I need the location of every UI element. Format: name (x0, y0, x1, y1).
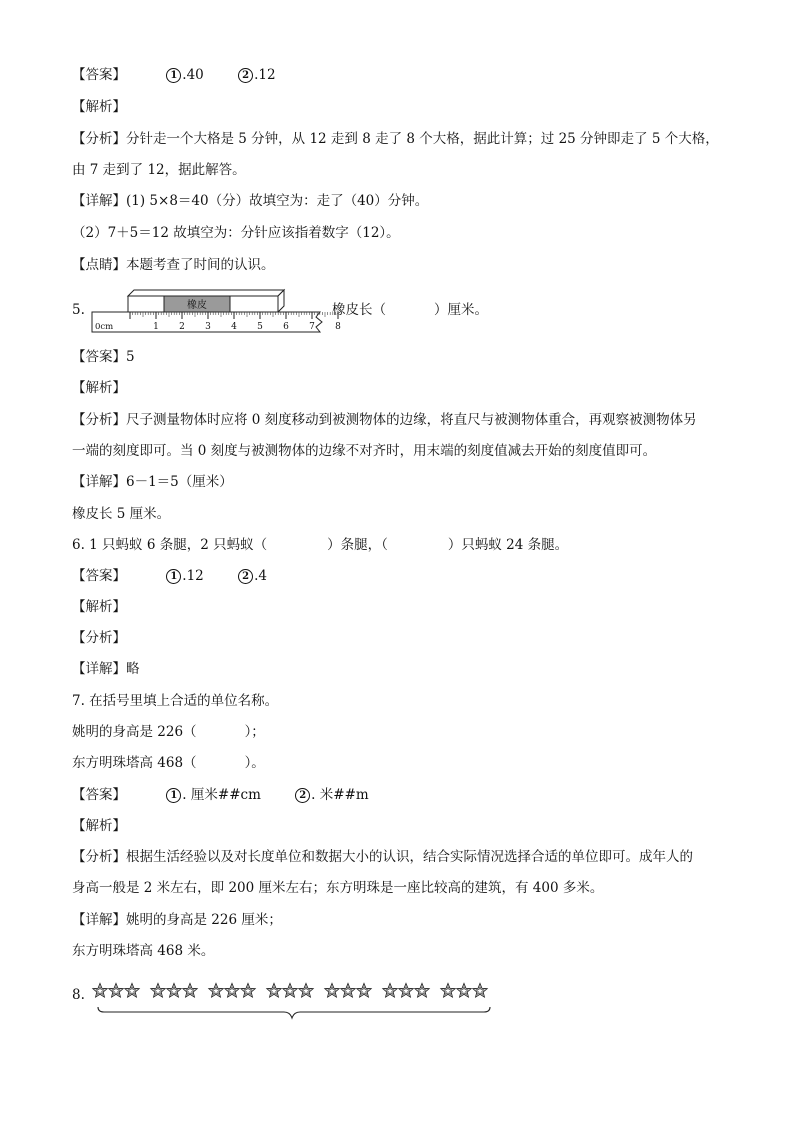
q4-jiexi-tag: 【解析】 (72, 99, 126, 115)
q6-xiangjie-line (72, 659, 140, 679)
star-groups-figure (88, 974, 498, 1024)
q7-answer-line (72, 785, 369, 805)
ruler-tick-label: 8 (335, 322, 341, 332)
answer-value: 5 (126, 349, 135, 365)
q4-fenxi-line1 (72, 129, 719, 149)
star-icon (241, 984, 255, 998)
answer-option-2 (238, 568, 267, 584)
q7-jiexi-tag: 【解析】 (72, 818, 126, 834)
q6-fenxi-tag: 【分析】 (72, 630, 126, 646)
star-icon (383, 984, 397, 998)
answer-option-1 (166, 67, 203, 83)
ruler-tick-label: 7 (309, 322, 315, 332)
xiangjie-text: (1) 5×8＝40（分）故填空为：走了（40）分钟。 (126, 193, 429, 209)
eraser-label: 橡皮 (187, 300, 207, 311)
eraser-front-right (230, 296, 278, 312)
star-icon (109, 984, 123, 998)
ruler-tick-label: 1 (153, 322, 159, 332)
fenxi-text: 根据生活经验以及对长度单位和数据大小的认识，结合实际情况选择合适的单位即可。成年人的 (126, 849, 693, 865)
q6-answer-line (72, 566, 267, 586)
q4-xiangjie-line2: （2）7＋5＝12 故填空为：分针应该指着数字（12）。 (72, 225, 400, 241)
q7-line1-b: ）； (244, 724, 265, 740)
answer-option-1 (166, 568, 203, 584)
q6-question (72, 535, 568, 555)
xiangjie-text: 6－1＝5（厘米） (126, 474, 233, 490)
q5-xiangjie-line1 (72, 472, 233, 492)
eraser-front-left (128, 296, 164, 312)
fenxi-text: 分针走一个大格是 5 分钟，从 12 走到 8 走了 8 个大格，据此计算；过 25 分钟即走了 5 个大格， (126, 131, 719, 147)
circled-number: 2 (238, 569, 253, 584)
answer-value: .40 (182, 67, 204, 83)
q4-xiangjie-line1 (72, 191, 428, 211)
q7-line1-a: 姚明的身高是 226（ (72, 724, 197, 740)
answer-option-1 (166, 787, 261, 803)
q6-jiexi-tag: 【解析】 (72, 599, 126, 615)
answer-option-2 (238, 67, 275, 83)
q7-xiangjie-line2: 东方明珠塔高 468 米。 (72, 943, 215, 959)
q5-question (332, 300, 488, 320)
star-icon (415, 984, 429, 998)
xiangjie-text: 略 (126, 661, 140, 677)
star-icon (283, 984, 297, 998)
q5-number: 5. (72, 302, 85, 318)
q7-line2 (72, 753, 265, 773)
q4-answer-line (72, 65, 276, 85)
q6-question-b: ）条腿，（ (327, 537, 388, 553)
ruler-tick-label: 3 (205, 322, 211, 332)
answer-tag: 【答案】 (72, 787, 126, 803)
stars-container (93, 984, 487, 998)
star-icon (457, 984, 471, 998)
ruler-tick-label: 6 (283, 322, 289, 332)
xiangjie-text: 姚明的身高是 226 厘米； (126, 912, 282, 928)
xiangjie-tag: 【详解】 (72, 912, 126, 928)
star-icon (167, 984, 181, 998)
xiangjie-tag: 【详解】 (72, 661, 126, 677)
q7-line1 (72, 722, 265, 742)
q5-fenxi-line2: 一端的刻度即可。当 0 刻度与被测物体的边缘不对齐时，用末端的刻度值减去开始的刻度值即可。 (72, 443, 657, 459)
q7-line2-a: 东方明珠塔高 468（ (72, 755, 197, 771)
star-icon (225, 984, 239, 998)
q5-question-end: ）厘米。 (434, 302, 488, 318)
star-icon (267, 984, 281, 998)
fenxi-tag: 【分析】 (72, 412, 126, 428)
star-icon (151, 984, 165, 998)
q5-xiangjie-line2: 橡皮长 5 厘米。 (72, 506, 171, 522)
q7-line2-b: ）。 (244, 755, 265, 771)
q5-answer-line (72, 347, 135, 367)
circled-number: 1 (166, 68, 181, 83)
answer-option-2 (295, 787, 369, 803)
fenxi-tag: 【分析】 (72, 849, 126, 865)
q5-jiexi-tag: 【解析】 (72, 380, 126, 396)
star-icon (125, 984, 139, 998)
ruler-tick-label: 4 (231, 322, 237, 332)
eraser-top-face (128, 290, 284, 296)
ruler-tick-label: 2 (179, 322, 185, 332)
star-icon (93, 984, 107, 998)
star-icon (357, 984, 371, 998)
xiangjie-tag: 【详解】 (72, 193, 126, 209)
q6-question-c: ）只蚂蚁 24 条腿。 (447, 537, 569, 553)
star-icon (441, 984, 455, 998)
star-icon (473, 984, 487, 998)
answer-tag: 【答案】 (72, 67, 126, 83)
star-icon (399, 984, 413, 998)
ruler-tick-label: 5 (257, 322, 263, 332)
dianjing-tag: 【点睛】 (72, 257, 126, 273)
circled-number: 2 (238, 68, 253, 83)
fenxi-tag: 【分析】 (72, 131, 126, 147)
q7-xiangjie-line1 (72, 910, 282, 930)
star-icon (183, 984, 197, 998)
circled-number: 2 (295, 788, 310, 803)
answer-value: .12 (182, 568, 204, 584)
brace (98, 1007, 490, 1018)
q5-fenxi-line1 (72, 410, 697, 430)
q7-question: 7. 在括号里填上合适的单位名称。 (72, 693, 279, 709)
star-icon (209, 984, 223, 998)
q7-fenxi-line1 (72, 847, 693, 867)
q6-question-a: 6. 1 只蚂蚁 6 条腿，2 只蚂蚁（ (72, 537, 268, 553)
q5-question-start: 橡皮长（ (332, 302, 386, 318)
ruler-eraser-figure (90, 286, 341, 338)
fenxi-text: 尺子测量物体时应将 0 刻度移动到被测物体的边缘，将直尺与被测物体重合，再观察被测物体另 (126, 412, 697, 428)
star-icon (325, 984, 339, 998)
answer-tag: 【答案】 (72, 568, 126, 584)
answer-value: . 厘米##cm (182, 787, 261, 803)
star-icon (341, 984, 355, 998)
star-icon (299, 984, 313, 998)
q7-fenxi-line2: 身高一般是 2 米左右，即 200 厘米左右；东方明珠是一座比较高的建筑，有 400 多米。 (72, 880, 604, 896)
dianjing-text: 本题考查了时间的认识。 (126, 257, 275, 273)
circled-number: 1 (166, 788, 181, 803)
answer-tag: 【答案】 (72, 349, 126, 365)
answer-value: . 米##m (311, 787, 369, 803)
q8-number: 8. (72, 987, 85, 1003)
circled-number: 1 (166, 569, 181, 584)
ruler-unit-label: 0cm (95, 322, 114, 332)
answer-value: .4 (254, 568, 267, 584)
xiangjie-tag: 【详解】 (72, 474, 126, 490)
q4-fenxi-line2: 由 7 走到了 12，据此解答。 (72, 162, 246, 178)
answer-value: .12 (254, 67, 276, 83)
q4-dianjing-line (72, 255, 275, 275)
